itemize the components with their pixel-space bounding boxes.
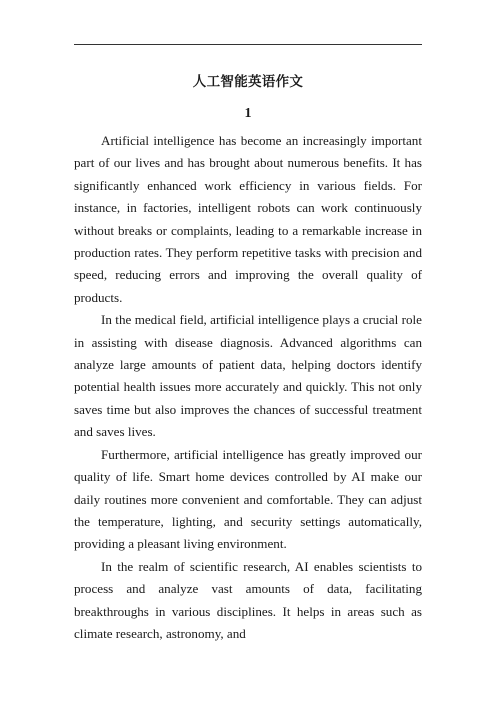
paragraph-2: In the medical field, artificial intelligence plays a crucial role in assisting with disease diagnosis. Advanced algorithms can analyze large amounts of patient data, helping doctors identify potential health issues more accurately and quickly. This not only saves time but also improves the chances of successful treatment and saves lives. bbox=[74, 312, 422, 440]
paragraph-1: Artificial intelligence has become an increasingly important part of our lives and has brought about numerous benefits. It has significantly enhanced work efficiency in various fields. For instance, in factories, intelligent robots can work continuously without breaks or complaints, leading to a remarkable increase in production rates. They perform repetitive tasks with precision and speed, reducing errors and improving the overall quality of products. bbox=[74, 133, 422, 305]
header-rule bbox=[74, 44, 422, 45]
document-title: 人工智能英语作文 bbox=[192, 74, 304, 90]
section-number: 1 bbox=[244, 106, 252, 121]
paragraph-4: In the realm of scientific research, AI enables scientists to process and analyze vast amounts of data, facilitating breakthroughs in various disciplines. It helps in areas such as climate research, astronomy, and bbox=[74, 558, 422, 641]
essay-body bbox=[74, 130, 422, 645]
paragraph-3: Furthermore, artificial intelligence has greatly improved our quality of life. Smart home devices controlled by AI make our daily routines more convenient and comfortable. They can adjust the temperature, lighting, and security settings automatically, providing a pleasant living environment. bbox=[74, 446, 422, 552]
